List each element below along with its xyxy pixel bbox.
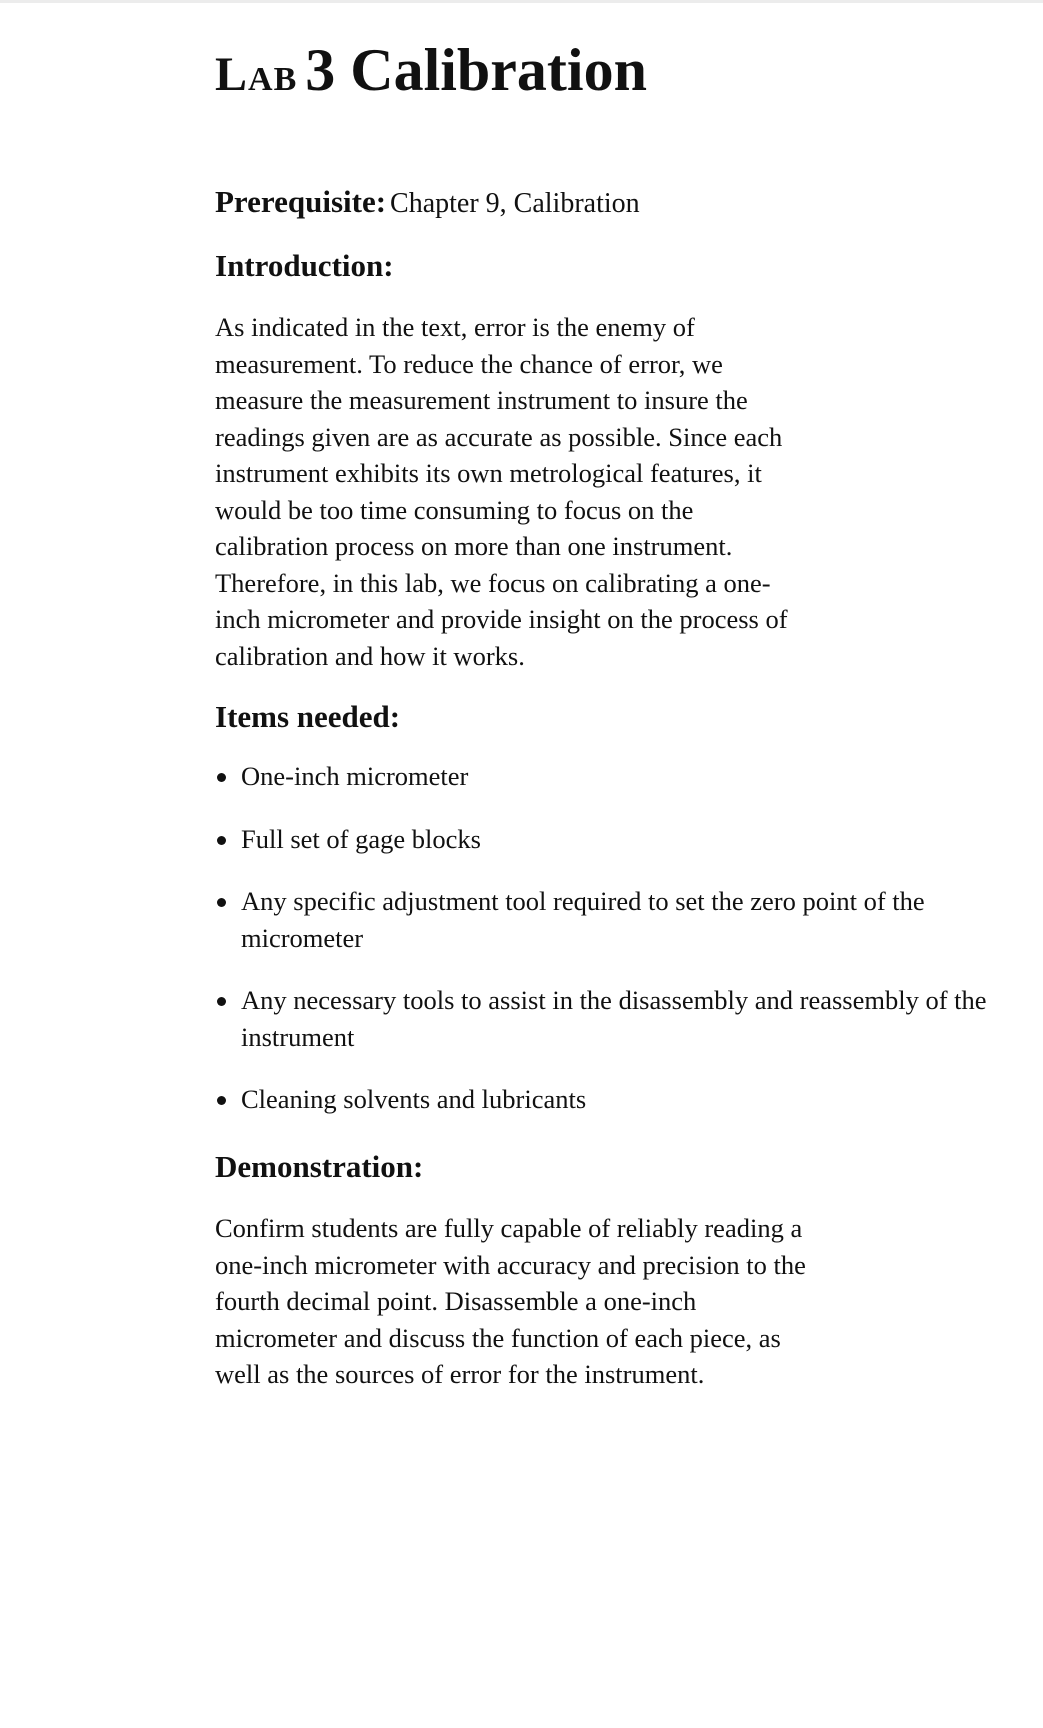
introduction-line: measure the measurement instrument to insure the	[215, 385, 748, 415]
title-text: 3 Calibration	[305, 37, 647, 103]
list-item	[215, 821, 1005, 858]
demonstration-line: fourth decimal point. Disassemble a one-inch	[215, 1286, 697, 1316]
introduction-line: measurement. To reduce the chance of error, we	[215, 348, 723, 379]
introduction-line: would be too time consuming to focus on the	[215, 494, 694, 525]
introduction-line: Therefore, in this lab, we focus on calibrating a one-	[215, 567, 771, 598]
list-item-text: Any specific adjustment tool required to set the zero point of the micrometer	[241, 886, 925, 953]
list-item	[215, 758, 1005, 795]
demonstration-line: Confirm students are fully capable of reliably reading a	[215, 1213, 803, 1243]
introduction-line: inch micrometer and provide insight on the process of	[215, 604, 788, 634]
bullet-icon	[217, 836, 226, 845]
bullet-icon	[217, 1096, 226, 1105]
list-item-text: One-inch micrometer	[241, 761, 469, 791]
demonstration-heading: Demonstration:	[215, 1149, 424, 1184]
prerequisite-label: Prerequisite:	[215, 184, 387, 219]
introduction-paragraph	[215, 309, 788, 674]
page-top-edge	[0, 0, 1043, 3]
list-item-text: Cleaning solvents and lubricants	[241, 1084, 587, 1114]
prerequisite-line	[215, 183, 640, 221]
list-item	[215, 1081, 1005, 1118]
bullet-icon	[217, 898, 226, 907]
introduction-line: calibration and how it works.	[215, 640, 525, 671]
demonstration-line: well as the sources of error for the instrument.	[215, 1359, 705, 1389]
prerequisite-value: Chapter 9, Calibration	[390, 188, 640, 219]
items-needed-list	[215, 758, 1005, 1144]
introduction-line: As indicated in the text, error is the enemy of	[215, 312, 695, 342]
introduction-heading: Introduction:	[215, 248, 394, 283]
bullet-icon	[217, 773, 226, 782]
demonstration-line: micrometer and discuss the function of each piece, as	[215, 1322, 781, 1353]
introduction-line: readings given are as accurate as possible. Since each	[215, 421, 783, 452]
introduction-line: instrument exhibits its own metrological features, it	[215, 458, 762, 488]
list-item-text: Any necessary tools to assist in the disassembly and reassembly of the instrument	[241, 985, 987, 1052]
demonstration-line: one-inch micrometer with accuracy and precision to the	[215, 1249, 806, 1280]
page-title	[215, 37, 647, 103]
list-item-text: Full set of gage blocks	[241, 823, 481, 854]
demonstration-paragraph	[215, 1210, 806, 1393]
list-item	[215, 883, 1005, 956]
title-lab-label: Lab	[215, 48, 298, 101]
list-item	[215, 982, 1005, 1055]
introduction-line: calibration process on more than one instrument.	[215, 531, 733, 561]
bullet-icon	[217, 997, 226, 1006]
items-needed-heading: Items needed:	[215, 699, 401, 734]
